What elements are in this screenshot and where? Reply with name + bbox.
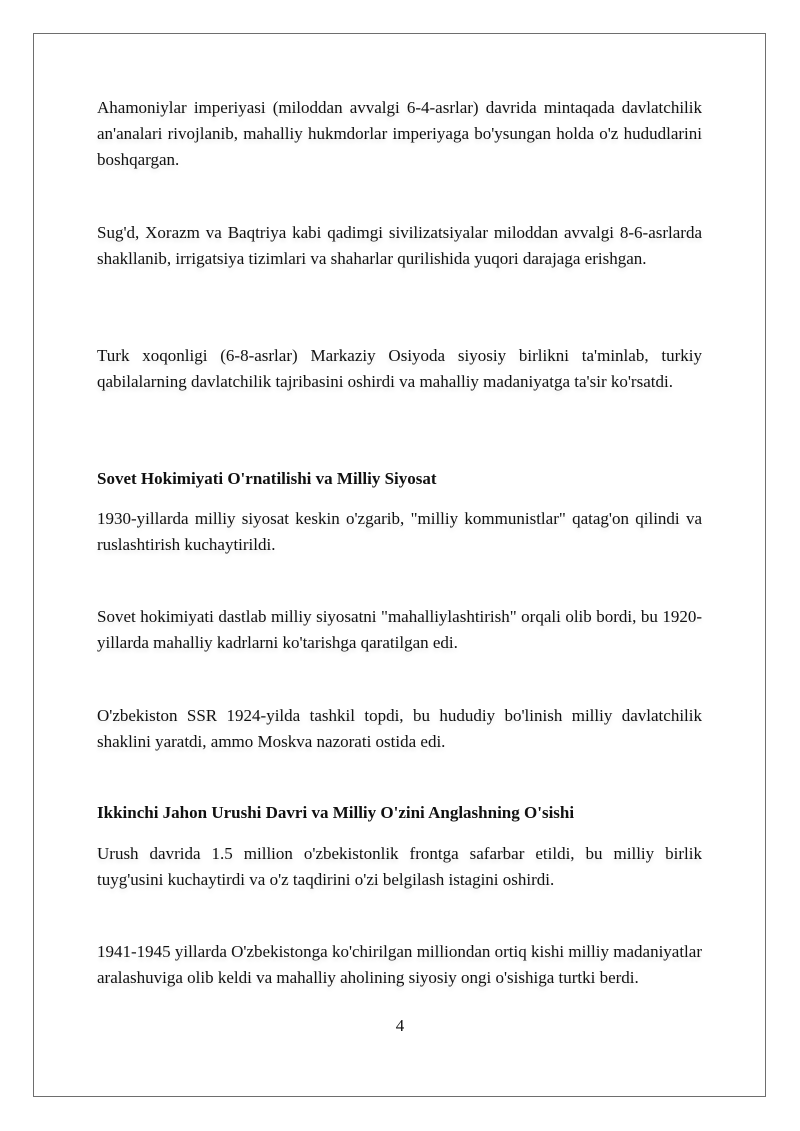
paragraph-1930-yillarda: 1930-yillarda milliy siyosat keskin o'zgarib, "milliy kommunistlar" qatag'on qilindi va ruslashtirish kuchaytirildi. xyxy=(97,509,702,554)
page-number: 4 xyxy=(395,1016,405,1035)
paragraph-1941-1945: 1941-1945 yillarda O'zbekistonga ko'chirilgan milliondan ortiq kishi milliy madaniyatlar aralashuviga olib keldi va mahalliy aholining siyosiy ongi o'sishiga turtki berdi. xyxy=(97,942,702,987)
paragraph-ahamoniylar: Ahamoniylar imperiyasi (miloddan avvalgi 6-4-asrlar) davrida mintaqada davlatchilik an'analari rivojlanib, mahalliy hukmdorlar imperiyaga bo'ysungan holda o'z hududlarini boshqargan. xyxy=(97,98,702,169)
paragraph-turk-xoqonligi: Turk xoqonligi (6-8-asrlar) Markaziy Osiyoda siyosiy birlikni ta'minlab, turkiy qabilalarning davlatchilik tajribasini oshirdi va mahalliy madaniyatga ta'sir ko'rsatdi. xyxy=(97,346,702,391)
paragraph-sugd-xorazm: Sug'd, Xorazm va Baqtriya kabi qadimgi sivilizatsiyalar miloddan avvalgi 8-6-asrlarda shakllanib, irrigatsiya tizimlari va shaharlar qurilishida yuqori darajaga erishgan. xyxy=(97,223,702,268)
paragraph-ozbekiston-ssr: O'zbekiston SSR 1924-yilda tashkil topdi, bu hududiy bo'linish milliy davlatchilik shaklini yaratdi, ammo Moskva nazorati ostida edi. xyxy=(97,706,702,751)
paragraph-sovet-hokimiyati: Sovet hokimiyati dastlab milliy siyosatni "mahalliylashtirish" orqali olib bordi, bu 1920-yillarda mahalliy kadrlarni ko'tarishga qaratilgan edi. xyxy=(97,607,702,652)
page-border xyxy=(33,33,766,1097)
paragraph-urush-davrida: Urush davrida 1.5 million o'zbekistonlik frontga safarbar etildi, bu milliy birlik tuyg'usini kuchaytirdi va o'z taqdirini o'zi belgilash istagini oshirdi. xyxy=(97,844,702,889)
section-heading-sovet: Sovet Hokimiyati O'rnatilishi va Milliy Siyosat xyxy=(97,469,437,488)
section-heading-ikkinchi-jahon: Ikkinchi Jahon Urushi Davri va Milliy O'zini Anglashning O'sishi xyxy=(97,803,575,822)
